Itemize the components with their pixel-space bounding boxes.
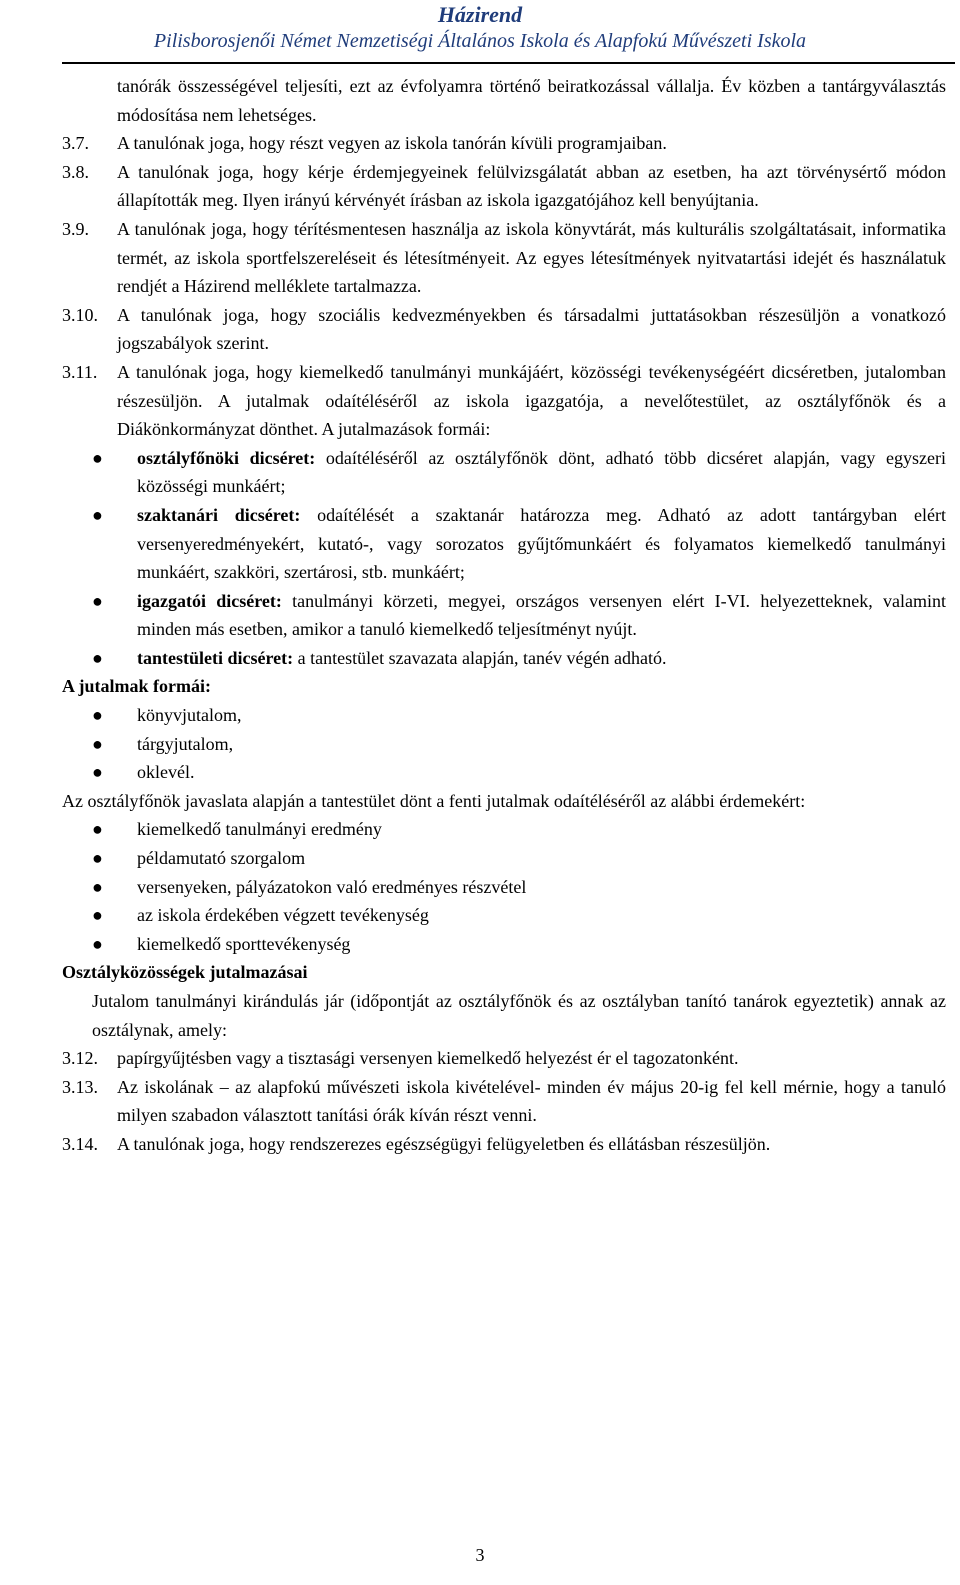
list-item-text: könyvjutalom, [137, 705, 242, 726]
bullet-icon: ● [92, 848, 103, 869]
list-item [62, 873, 946, 902]
paragraph-3-13 [62, 1073, 946, 1130]
paragraph-text: A tanulónak joga, hogy szociális kedvezményekben és társadalmi juttatásokban részesüljön a vonatkozó jogszabályok szerint. [117, 304, 946, 354]
paragraph-number: 3.9. [62, 218, 89, 239]
list-item-text: tárgyjutalom, [137, 733, 234, 754]
paragraph-text: A tanulónak joga, hogy kiemelkedő tanulmányi munkájáért, közösségi tevékenységéért dicséretben, jutalomban részesüljön. A jutalmak odaítéléséről az iskola igazgatója, a nevelőtestület, az osztályfőnök és a Diákönkormányzat dönthet. A jutalmazások formái: [117, 361, 946, 440]
list-item [62, 730, 946, 759]
list-item-text: kiemelkedő tanulmányi eredmény [137, 819, 382, 840]
bullet-icon: ● [92, 447, 103, 468]
paragraph-text: A tanulónak joga, hogy részt vegyen az iskola tanórán kívüli programjaiban. [117, 133, 667, 154]
paragraph-text: A tanulónak joga, hogy térítésmentesen használja az iskola könyvtárát, más kulturális szolgáltatásait, informatika termét, az iskola sportfelszereléseit és létesítményeit. Az egyes létesítmények nyitvatartási idejét és használatuk rendjét a Házirend melléklete tartalmazza. [117, 218, 946, 297]
list-item-text: oklevél. [137, 762, 195, 783]
praise-label: tantestületi dicséret: [137, 647, 294, 668]
praise-text: tanulmányi körzeti, megyei, országos versenyen elért I-VI. helyezetteknek, valamint minden más esetben, amikor a tanuló kiemelkedő teljesítményt nyújt. [137, 590, 947, 640]
list-item-text: az iskola érdekében végzett tevékenység [137, 905, 429, 926]
document-body [62, 72, 946, 1159]
section-heading: A jutalmak formái: [62, 676, 211, 697]
section-heading: Osztályközösségek jutalmazásai [62, 962, 308, 983]
header-subtitle: Pilisborosjenői Német Nemzetiségi Általános Iskola és Alapfokú Művészeti Iskola [153, 30, 807, 52]
list-item [62, 930, 946, 959]
praise-text: a tantestület szavazata alapján, tanév végén adható. [293, 647, 667, 668]
paragraph-3-10 [62, 301, 946, 358]
list-item [62, 901, 946, 930]
bullet-icon: ● [92, 733, 103, 754]
page-number: 3 [475, 1545, 485, 1565]
list-item [62, 701, 946, 730]
paragraph-text: Az iskolának – az alapfokú művészeti iskola kivételével- minden év május 20-ig fel kell mérnie, hogy a tanuló milyen szabadon választott tanítási órák kíván részt venni. [117, 1076, 946, 1126]
reward-forms-heading [62, 672, 946, 701]
praise-text: odaítéléséről az osztályfőnök dönt, adható több dicséret alapján, vagy egyszeri közösségi munkáért; [137, 447, 946, 497]
paragraph-number: 3.11. [62, 361, 98, 382]
paragraph-3-14 [62, 1130, 946, 1159]
reward-forms-list [62, 701, 946, 787]
bullet-icon: ● [92, 647, 103, 668]
bullet-icon: ● [92, 705, 103, 726]
bullet-icon: ● [92, 504, 103, 525]
paragraph-3-12 [62, 1044, 946, 1073]
paragraph-3-8 [62, 158, 946, 215]
page-header [0, 2, 960, 54]
paragraph-3-7 [62, 129, 946, 158]
community-paragraph: Jutalom tanulmányi kirándulás jár (időpontját az osztályfőnök és az osztályban tanító tanárok egyeztetik) annak az osztálynak, amely: [92, 991, 946, 1040]
list-item-text: példamutató szorgalom [137, 848, 306, 869]
bullet-icon: ● [92, 876, 103, 897]
paragraph-number: 3.10. [62, 304, 98, 325]
list-item [62, 444, 946, 501]
list-item [62, 587, 946, 644]
paragraph-text: papírgyűjtésben vagy a tisztasági versenyen kiemelkedő helyezést ér el tagozatonként. [117, 1048, 739, 1069]
praise-text: odaítélését a szaktanár határozza meg. Adható az adott tantárgyban elért versenyeredményekért, kutató-, vagy sorozatos gyűjtőmunkáért és folyamatos kiemelkedő tanulmányi munkáért, szakköri, szertárosi, stb. munkáért; [137, 504, 946, 583]
paragraph-3-11 [62, 358, 946, 444]
praise-label: osztályfőnöki dicséret: [137, 447, 316, 468]
bullet-icon: ● [92, 905, 103, 926]
praise-list [62, 444, 946, 673]
paragraph-number: 3.14. [62, 1133, 98, 1154]
paragraph-3-9 [62, 215, 946, 301]
list-item-text: kiemelkedő sporttevékenység [137, 933, 351, 954]
bullet-icon: ● [92, 762, 103, 783]
list-item [62, 844, 946, 873]
paragraph-text: A tanulónak joga, hogy kérje érdemjegyeinek felülvizsgálatát abban az esetben, ha azt törvénysértő módon állapították meg. Ilyen irányú kérvényét írásban az iskola igazgatójához kell benyújtania. [117, 161, 946, 211]
intro-continuation: tanórák összességével teljesíti, ezt az évfolyamra történő beiratkozással vállalja. Év közben a tantárgyválasztás módosítása nem lehetséges. [117, 76, 946, 125]
merit-list [62, 815, 946, 958]
merit-paragraph: Az osztályfőnök javaslata alapján a tantestület dönt a fenti jutalmak odaítéléséről az alábbi érdemekért: [62, 790, 806, 811]
list-item [62, 644, 946, 673]
paragraph-number: 3.7. [62, 133, 89, 154]
header-divider [62, 62, 955, 64]
paragraph-number: 3.13. [62, 1076, 98, 1097]
list-item-text: versenyeken, pályázatokon való eredményes részvétel [137, 876, 527, 897]
paragraph-text: A tanulónak joga, hogy rendszerezes egészségügyi felügyeletben és ellátásban részesüljön. [117, 1133, 771, 1154]
community-heading [62, 958, 946, 987]
paragraph-number: 3.8. [62, 161, 89, 182]
bullet-icon: ● [92, 590, 103, 611]
praise-label: szaktanári dicséret: [137, 504, 301, 525]
praise-label: igazgatói dicséret: [137, 590, 282, 611]
header-title: Házirend [437, 2, 523, 27]
bullet-icon: ● [92, 819, 103, 840]
paragraph-number: 3.12. [62, 1048, 98, 1069]
bullet-icon: ● [92, 933, 103, 954]
list-item [62, 758, 946, 787]
list-item [62, 815, 946, 844]
list-item [62, 501, 946, 587]
